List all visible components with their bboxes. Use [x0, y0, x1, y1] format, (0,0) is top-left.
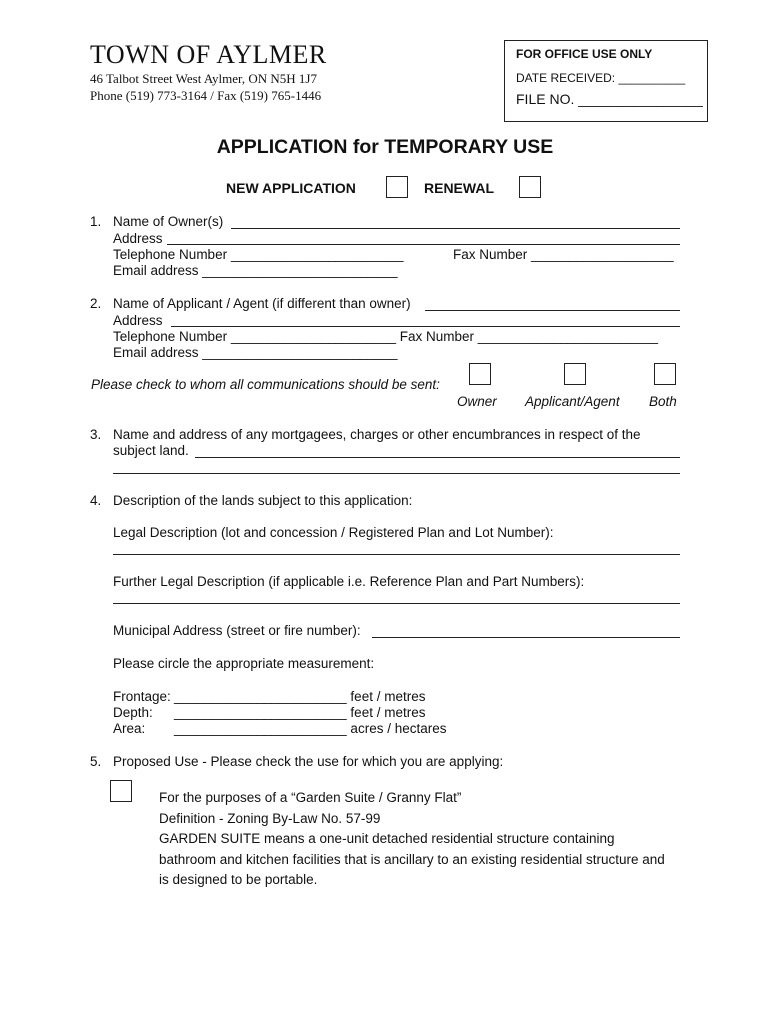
- applicant-name-label: Name of Applicant / Agent (if different than owner): [113, 296, 411, 311]
- applicant-telephone-fax-field[interactable]: Telephone Number ______________________ Fax Number ________________________: [113, 329, 658, 344]
- new-application-label: NEW APPLICATION: [226, 180, 356, 196]
- further-legal-input[interactable]: [113, 603, 680, 604]
- office-use-box: [504, 40, 708, 122]
- garden-suite-line-2: Definition - Zoning By-Law No. 57-99: [159, 810, 381, 826]
- area-label: Area:: [113, 721, 146, 736]
- mortgagees-label-line2: subject land.: [113, 443, 189, 458]
- owner-telephone-field[interactable]: Telephone Number _______________________: [113, 247, 404, 262]
- form-title: APPLICATION for TEMPORARY USE: [216, 136, 554, 158]
- garden-suite-line-5: is designed to be portable.: [159, 872, 318, 887]
- office-use-title: FOR OFFICE USE ONLY: [516, 47, 653, 61]
- applicant-name-input[interactable]: [425, 310, 680, 311]
- owner-fax-field[interactable]: Fax Number ___________________: [453, 247, 674, 262]
- communications-prompt: Please check to whom all communications should be sent:: [91, 377, 440, 392]
- lands-description-heading: Description of the lands subject to this application:: [113, 493, 413, 508]
- owner-address-label: Address: [113, 231, 163, 246]
- applicant-address-input[interactable]: [171, 326, 680, 327]
- section3-number: 3.: [90, 427, 102, 442]
- file-no-field: FILE NO. ________________: [516, 91, 703, 107]
- legal-description-input[interactable]: [113, 554, 680, 555]
- renewal-checkbox[interactable]: [519, 176, 541, 198]
- section1-number: 1.: [90, 214, 102, 229]
- garden-suite-line-1: For the purposes of a “Garden Suite / Granny Flat”: [159, 790, 462, 805]
- owner-checkbox[interactable]: [469, 363, 491, 385]
- new-application-checkbox[interactable]: [386, 176, 408, 198]
- owner-email-field[interactable]: Email address __________________________: [113, 263, 398, 278]
- further-legal-label: Further Legal Description (if applicable i.e. Reference Plan and Part Numbers):: [113, 574, 585, 589]
- section4-number: 4.: [90, 493, 102, 508]
- both-checkbox[interactable]: [654, 363, 676, 385]
- municipal-address-label: Municipal Address (street or fire number):: [113, 623, 361, 638]
- garden-suite-line-3: GARDEN SUITE means a one-unit detached residential structure containing: [159, 831, 615, 846]
- garden-suite-description: [159, 788, 699, 891]
- town-phone-fax: Phone (519) 773-3164 / Fax (519) 765-1446: [90, 88, 322, 103]
- agent-option-label: Applicant/Agent: [525, 394, 620, 409]
- town-name: TOWN OF AYLMER: [90, 40, 327, 69]
- frontage-label: Frontage:: [113, 689, 171, 704]
- both-option-label: Both: [649, 394, 677, 409]
- garden-suite-checkbox[interactable]: [110, 780, 132, 802]
- mortgagees-label-line1: Name and address of any mortgagees, charges or other encumbrances in respect of the: [113, 427, 641, 442]
- area-field[interactable]: _______________________ acres / hectares: [174, 721, 447, 736]
- owner-option-label: Owner: [457, 394, 497, 409]
- proposed-use-heading: Proposed Use - Please check the use for which you are applying:: [113, 754, 504, 769]
- measurement-instruction: Please circle the appropriate measurement:: [113, 656, 375, 671]
- renewal-label: RENEWAL: [424, 180, 494, 196]
- depth-label: Depth:: [113, 705, 153, 720]
- applicant-address-label: Address: [113, 313, 163, 328]
- section2-number: 2.: [90, 296, 102, 311]
- frontage-field[interactable]: _______________________ feet / metres: [174, 689, 426, 704]
- depth-field[interactable]: _______________________ feet / metres: [174, 705, 426, 720]
- owner-name-label: Name of Owner(s): [113, 214, 224, 229]
- owner-name-input[interactable]: [231, 228, 680, 229]
- section5-number: 5.: [90, 754, 102, 769]
- mortgagees-input-2[interactable]: [113, 473, 680, 474]
- date-received-field: DATE RECEIVED: __________: [516, 71, 686, 85]
- garden-suite-line-4: bathroom and kitchen facilities that is ancillary to an existing residential structure and: [159, 851, 665, 867]
- town-address: 46 Talbot Street West Aylmer, ON N5H 1J7: [90, 71, 317, 86]
- municipal-address-input[interactable]: [372, 637, 680, 638]
- owner-address-input[interactable]: [167, 244, 680, 245]
- mortgagees-input-1[interactable]: [195, 457, 680, 458]
- agent-checkbox[interactable]: [564, 363, 586, 385]
- applicant-email-field[interactable]: Email address __________________________: [113, 345, 398, 360]
- legal-description-label: Legal Description (lot and concession / Registered Plan and Lot Number):: [113, 525, 554, 540]
